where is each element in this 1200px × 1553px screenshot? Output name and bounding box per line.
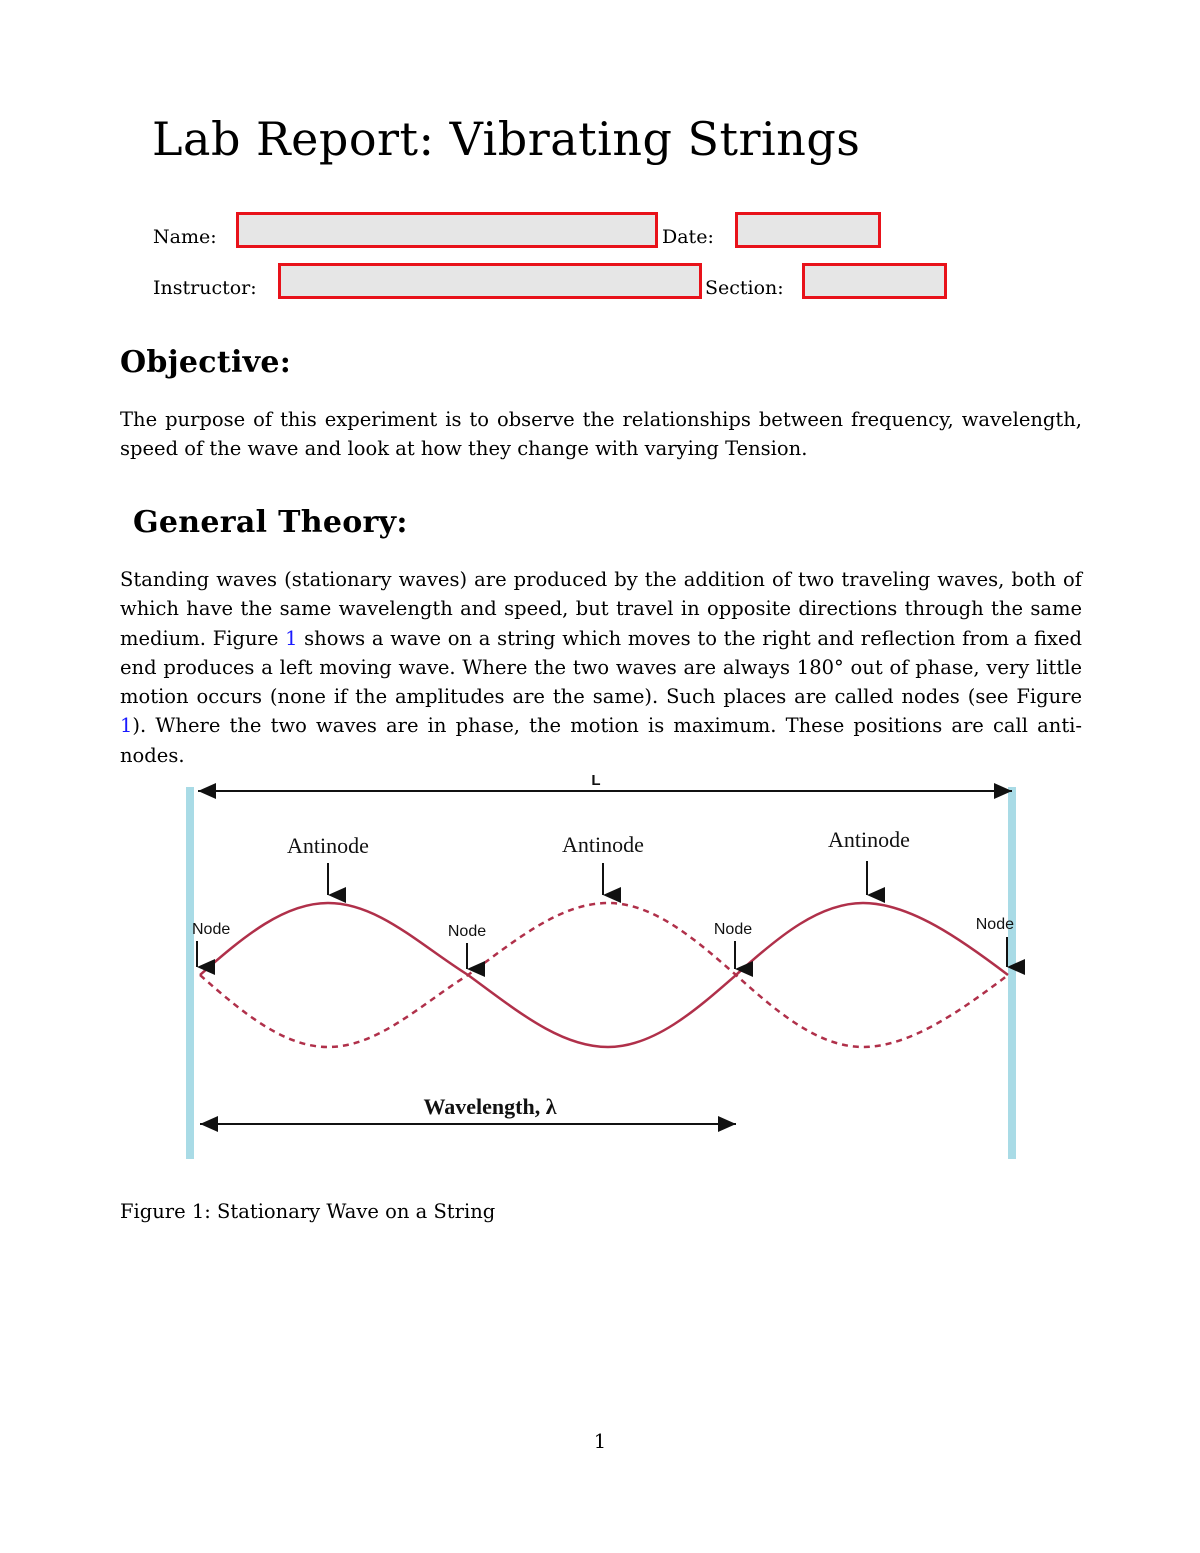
name-field[interactable]	[236, 212, 658, 248]
page-number: 1	[593, 1430, 607, 1453]
section-field[interactable]	[802, 263, 947, 299]
name-label: Name:	[153, 226, 217, 248]
figure-link[interactable]: 1	[285, 626, 298, 650]
objective-heading: Objective:	[120, 345, 292, 380]
antinode-label: Antinode	[287, 833, 369, 858]
figure-link[interactable]: 1	[120, 714, 133, 738]
node-label: Node	[447, 923, 487, 940]
node-label: Node	[975, 916, 1014, 933]
section-label: Section:	[705, 277, 784, 299]
theory-text	[120, 565, 1082, 770]
date-label: Date:	[662, 226, 714, 248]
standing-wave-figure	[180, 765, 1025, 1185]
instructor-field[interactable]	[278, 263, 702, 299]
antinode-label: Antinode	[562, 832, 644, 857]
theory-text-part2: shows a wave on a string which moves to the right and reflection from a fixed end produces a left moving wave. Where the two waves are always 180° out of phase, very little motion occurs (none if the amplitudes are the same). Such places are called nodes (see Figure	[120, 626, 1082, 709]
node-label: Node	[192, 921, 231, 938]
antinode-label: Antinode	[828, 827, 910, 852]
dashed-wave	[200, 903, 1008, 1047]
page-title: Lab Report: Vibrating Strings	[152, 112, 861, 166]
node-label: Node	[713, 921, 753, 938]
date-field[interactable]	[735, 212, 881, 248]
solid-wave	[200, 903, 1008, 1047]
instructor-label: Instructor:	[153, 277, 257, 299]
theory-text-part3: ). Where the two waves are in phase, the motion is maximum. These positions are call anti-nodes.	[120, 714, 1082, 767]
objective-text: The purpose of this experiment is to observe the relationships between frequency, wavelength, speed of the wave and look at how they change with varying Tension.	[120, 408, 1082, 461]
theory-text-part1: Standing waves (stationary waves) are produced by the addition of two traveling waves, both of which have the same wavelength and speed, but travel in opposite directions through the same medium. Figure	[120, 568, 1082, 650]
length-label: L	[591, 772, 601, 789]
figure-caption: Figure 1: Stationary Wave on a String	[120, 1200, 496, 1223]
wavelength-label: Wavelength, λ	[423, 1094, 557, 1119]
left-wall	[186, 787, 194, 1159]
right-wall	[1008, 787, 1016, 1159]
theory-heading: General Theory:	[133, 505, 408, 540]
